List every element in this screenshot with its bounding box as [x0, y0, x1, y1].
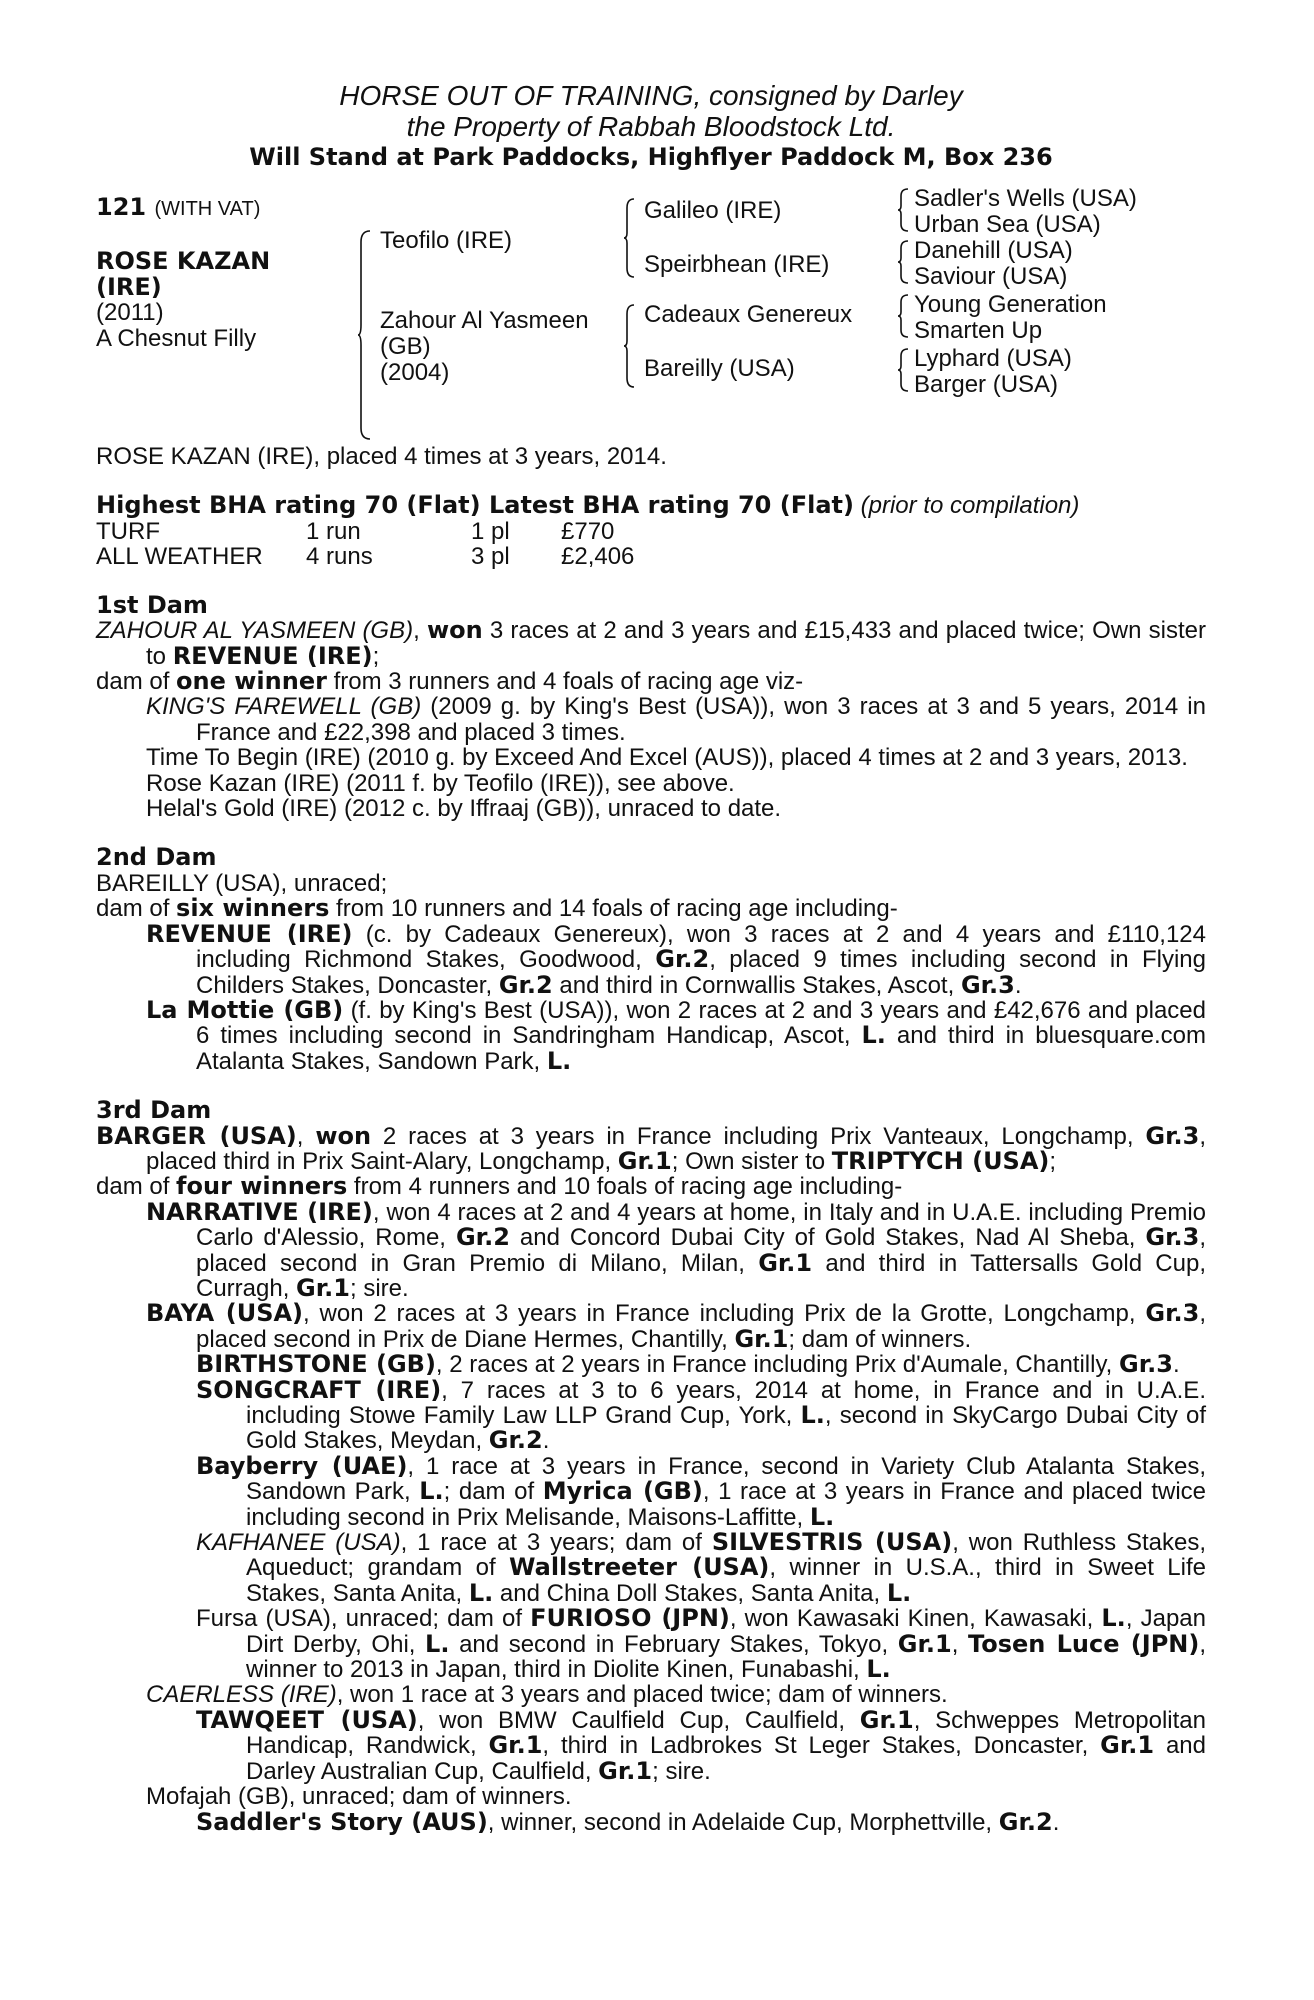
- text-run: , 1 race at 3 years in France and placed twice including second in Prix Melisande, Maisons-Laffitte,: [246, 1478, 1207, 1531]
- text-run: , second in SkyCargo Dubai City of Gold Stakes, Meydan,: [246, 1402, 1206, 1455]
- ancestor-8: Barger (USA): [914, 371, 1059, 398]
- record-runs: 1 run: [306, 517, 361, 545]
- bold-text: four winners: [176, 1172, 348, 1201]
- italic-text: CAERLESS (IRE): [146, 1681, 337, 1709]
- bold-text: six winners: [176, 894, 330, 923]
- text-run: , won 2 races at 3 years in France including Prix de la Grotte, Longchamp,: [303, 1300, 1146, 1328]
- ancestor-2: Urban Sea (USA): [914, 211, 1101, 238]
- text-run: , placed second in Prix de Diane Hermes, Chantilly,: [196, 1300, 1206, 1353]
- record-surface: TURF: [96, 517, 160, 545]
- ratings-note: (prior to compilation): [860, 492, 1080, 520]
- spacer: [96, 821, 1206, 845]
- text-run: , winner in U.S.A., third in Sweet Life Stakes, Santa Anita,: [246, 1554, 1206, 1607]
- progeny-entry: [96, 919, 1207, 999]
- text-run: (f. by King's Best (USA)), won 2 races at 2 and 3 years and £42,676 and placed 6 times including second in Sandringham Handicap, Ascot,: [196, 996, 1206, 1050]
- progeny-entry: [96, 796, 1206, 821]
- bold-text: L.: [1101, 1604, 1126, 1633]
- progeny-entry: [96, 745, 1206, 770]
- text-run: , winner, second in Adelaide Cup, Morphettville,: [487, 1808, 999, 1836]
- third-dam-heading: 3rd Dam: [96, 1096, 212, 1125]
- record-placed: 1 pl: [471, 517, 510, 545]
- progeny-entry: [96, 1352, 1206, 1377]
- text-run: .: [1014, 971, 1022, 999]
- text-run: from 4 runners and 10 foals of racing age including-: [347, 1173, 903, 1201]
- second-dam-progeny: [96, 919, 1207, 1075]
- dam-dam: Bareilly (USA): [644, 355, 795, 382]
- ancestor-6: Smarten Up: [914, 317, 1043, 344]
- text-run: ; sire.: [652, 1757, 711, 1785]
- bold-text: Gr.3: [1119, 1350, 1173, 1379]
- bold-text: Gr.1: [1100, 1731, 1155, 1760]
- vat-note: (WITH VAT): [154, 198, 261, 220]
- bold-text: L.: [546, 1046, 572, 1075]
- third-dam-produce-summary: [96, 1174, 1206, 1199]
- text-run: , 7 races at 3 to 6 years, 2014 at home, in France and in U.A.E. including Stowe Family Law LLP Grand Cup, York,: [246, 1376, 1206, 1429]
- first-dam-produce-summary: [96, 669, 1206, 694]
- text-run: ;: [372, 642, 380, 670]
- pedigree-bracket-6: [898, 294, 910, 338]
- pedigree-bracket-5: [898, 240, 910, 284]
- text-run: ; dam of: [443, 1478, 543, 1506]
- text-run: ;: [1049, 1147, 1057, 1175]
- ancestor-1: Sadler's Wells (USA): [914, 185, 1137, 212]
- record-runs: 4 runs: [306, 542, 373, 570]
- spacer: [96, 569, 1206, 593]
- text-run: , 1 race at 3 years in France, second in Variety Club Atalanta Stakes, Sandown Park,: [246, 1452, 1207, 1506]
- bold-text: Saddler's Story (AUS): [196, 1807, 488, 1836]
- bold-text: Gr.1: [488, 1731, 543, 1760]
- record-surface: ALL WEATHER: [96, 542, 263, 570]
- second-dam-produce-summary: [96, 896, 1206, 921]
- progeny-entry: [96, 694, 1206, 745]
- owner-line: the Property of Rabbah Bloodstock Ltd.: [406, 111, 896, 142]
- text-run: , won Kawasaki Kinen, Kawasaki,: [729, 1605, 1102, 1633]
- text-run: , placed 9 times including second in Flying Childers Stakes, Doncaster,: [196, 946, 1207, 999]
- bold-text: Gr.2: [655, 945, 710, 974]
- italic-text: KING'S FAREWELL (GB): [146, 693, 422, 721]
- bold-text: L.: [866, 1655, 891, 1684]
- progeny-entry: [96, 1451, 1207, 1531]
- bold-text: won: [315, 1121, 372, 1150]
- bold-text: Gr.1: [859, 1705, 914, 1734]
- text-run: and third in bluesquare.com Atalanta Stakes, Sandown Park,: [196, 1022, 1206, 1075]
- text-run: , placed second in Gran Premio di Milano, Milan,: [196, 1224, 1206, 1277]
- bold-text: Gr.1: [296, 1273, 350, 1302]
- race-summary: ROSE KAZAN (IRE), placed 4 times at 3 years, 2014.: [96, 443, 667, 470]
- bold-text: FURIOSO (JPN): [530, 1604, 730, 1633]
- text-run: (c. by Cadeaux Genereux), won 3 races at 2 and 4 years and £110,124 including Richmond Stakes, Goodwood,: [196, 920, 1206, 974]
- bold-text: Myrica (GB): [542, 1477, 703, 1506]
- bold-text: Tosen Luce (JPN): [968, 1629, 1200, 1658]
- progeny-entry: [96, 1606, 1206, 1682]
- bold-text: Gr.2: [488, 1426, 543, 1455]
- bold-text: Gr.3: [1145, 1299, 1200, 1328]
- text-run: and Darley Australian Cup, Caulfield,: [246, 1732, 1207, 1785]
- text-run: , won 4 races at 2 and 4 years at home, in Italy and in U.A.E. including Premio Carlo d'Alessio, Rome,: [196, 1198, 1206, 1252]
- progeny-entry: [96, 771, 1206, 796]
- text-run: , won 1 race at 3 years and placed twice; dam of winners.: [336, 1681, 948, 1709]
- record-prize: £770: [561, 517, 615, 545]
- text-run: and third in Cornwallis Stakes, Ascot,: [552, 971, 961, 999]
- bold-text: SONGCRAFT (IRE): [196, 1375, 442, 1404]
- bold-text: L.: [861, 1021, 886, 1050]
- catalogue-body: [96, 444, 1206, 1835]
- text-run: , placed third in Prix Saint-Alary, Longchamp,: [146, 1122, 1207, 1175]
- bold-text: SILVESTRIS (USA): [711, 1528, 953, 1557]
- ancestor-4: Saviour (USA): [914, 263, 1068, 290]
- bold-text: REVENUE (IRE): [146, 919, 353, 948]
- record-placed: 3 pl: [471, 542, 510, 570]
- bold-text: Gr.2: [998, 1807, 1053, 1836]
- bold-text: BAYA (USA): [146, 1299, 304, 1328]
- pedigree-bracket-2: [624, 198, 636, 278]
- bold-text: Gr.1: [758, 1248, 813, 1277]
- progeny-entry: [96, 1807, 1206, 1836]
- text-run: and third in Tattersalls Gold Cup, Curragh,: [196, 1249, 1206, 1302]
- text-run: Rose Kazan (IRE) (2011 f. by Teofilo (IRE)), see above.: [146, 769, 735, 797]
- bold-text: Gr.2: [498, 970, 553, 999]
- race-record-table: [96, 519, 1206, 569]
- spacer: [96, 469, 1206, 493]
- pedigree-bracket-4: [898, 188, 910, 232]
- catalogue-page: [96, 80, 1206, 1835]
- first-dam-progeny: [96, 694, 1206, 821]
- text-run: ; sire.: [349, 1274, 409, 1302]
- text-run: .: [1052, 1808, 1060, 1836]
- ancestor-3: Danehill (USA): [914, 237, 1073, 264]
- progeny-entry: [96, 1784, 1206, 1809]
- text-run: ,: [951, 1630, 969, 1658]
- ratings-text: Highest BHA rating 70 (Flat) Latest BHA rating 70 (Flat): [96, 491, 854, 520]
- dam: Zahour Al Yasmeen: [380, 307, 589, 334]
- pedigree-bracket-3: [624, 304, 636, 388]
- consignor-line: HORSE OUT OF TRAINING, consigned by Darley: [339, 80, 963, 111]
- horse-name-country: (IRE): [96, 273, 162, 301]
- bold-text: L.: [425, 1629, 450, 1658]
- bold-text: Gr.3: [960, 970, 1015, 999]
- third-dam-record: [96, 1121, 1207, 1175]
- bold-text: Gr.1: [598, 1756, 653, 1785]
- bold-text: won: [426, 616, 483, 645]
- progeny-entry: [96, 1197, 1206, 1302]
- horse-description: A Chesnut Filly: [96, 325, 257, 352]
- progeny-entry: [96, 995, 1206, 1075]
- bold-text: Gr.1: [617, 1146, 672, 1175]
- stabling-line: Will Stand at Park Paddocks, Highflyer Paddock M, Box 236: [249, 143, 1053, 171]
- progeny-entry: [96, 1705, 1207, 1785]
- text-run: , Schweppes Metropolitan Handicap, Randwick,: [246, 1706, 1206, 1760]
- bold-text: La Mottie (GB): [146, 995, 344, 1024]
- third-dam-progeny: [96, 1197, 1207, 1836]
- second-dam-heading: 2nd Dam: [96, 843, 217, 872]
- horse-name: ROSE KAZAN: [96, 247, 271, 275]
- text-run: ,: [296, 1122, 316, 1150]
- text-run: , won Ruthless Stakes, Aqueduct; grandam of: [246, 1529, 1206, 1582]
- bold-text: Gr.3: [1145, 1223, 1200, 1252]
- first-dam-heading: 1st Dam: [96, 590, 208, 619]
- bold-text: TAWQEET (USA): [196, 1705, 418, 1734]
- bold-text: BARGER (USA): [96, 1121, 297, 1150]
- bold-text: Wallstreeter (USA): [509, 1553, 770, 1582]
- sire: Teofilo (IRE): [380, 227, 513, 254]
- text-run: ; dam of winners.: [788, 1325, 972, 1353]
- text-run: 3 races at 2 and 3 years and £15,433 and placed twice; Own sister to: [146, 617, 1206, 670]
- text-run: BAREILLY (USA), unraced;: [96, 869, 388, 897]
- progeny-entry: [96, 1530, 1206, 1606]
- text-run: ,: [413, 617, 427, 645]
- text-run: (2009 g. by King's Best (USA)), won 3 races at 3 and 5 years, 2014 in France and £22,398 and placed 3 times.: [196, 693, 1206, 746]
- bold-text: REVENUE (IRE): [172, 641, 373, 670]
- dam-sire: Cadeaux Genereux: [644, 301, 853, 328]
- dam-country: (GB): [380, 333, 431, 360]
- italic-text: KAFHANEE (USA): [196, 1529, 401, 1557]
- bold-text: L.: [468, 1578, 494, 1607]
- text-run: , third in Ladbrokes St Leger Stakes, Doncaster,: [542, 1732, 1101, 1760]
- text-run: and second in February Stakes, Tokyo,: [449, 1630, 898, 1658]
- progeny-entry: [96, 1682, 1206, 1707]
- bold-text: L.: [886, 1578, 912, 1607]
- text-run: dam of: [96, 668, 177, 696]
- text-run: dam of: [96, 1173, 177, 1201]
- bold-text: Gr.2: [455, 1223, 510, 1252]
- text-run: Time To Begin (IRE) (2010 g. by Exceed And Excel (AUS)), placed 4 times at 2 and 3 years, 2013.: [146, 744, 1188, 772]
- text-run: , Japan Dirt Derby, Ohi,: [246, 1605, 1207, 1658]
- bold-text: NARRATIVE (IRE): [146, 1197, 373, 1226]
- text-run: .: [542, 1427, 550, 1455]
- text-run: and Concord Dubai City of Gold Stakes, Nad Al Sheba,: [509, 1224, 1146, 1252]
- italic-text: ZAHOUR AL YASMEEN (GB): [96, 617, 414, 645]
- pedigree-bracket-1: [358, 230, 372, 440]
- bold-text: BIRTHSTONE (GB): [196, 1350, 436, 1379]
- foaling-year: (2011): [96, 299, 164, 326]
- ancestor-7: Lyphard (USA): [914, 345, 1072, 372]
- text-run: .: [1172, 1351, 1180, 1379]
- text-run: Fursa (USA), unraced; dam of: [196, 1605, 531, 1633]
- bold-text: L.: [800, 1401, 825, 1429]
- lot-number: [96, 194, 260, 222]
- text-run: , winner to 2013 in Japan, third in Diolite Kinen, Funabashi,: [246, 1630, 1207, 1684]
- bold-text: Gr.1: [897, 1629, 952, 1658]
- text-run: and China Doll Stakes, Santa Anita,: [493, 1579, 887, 1607]
- pedigree-bracket-7: [898, 348, 910, 392]
- progeny-entry: [96, 1375, 1206, 1455]
- text-run: ; Own sister to: [671, 1147, 832, 1175]
- progeny-entry: [96, 1301, 1206, 1352]
- spacer: [96, 1074, 1206, 1098]
- pedigree-block: [96, 185, 1206, 444]
- sire-dam: Speirbhean (IRE): [644, 251, 830, 278]
- bold-text: one winner: [176, 667, 327, 696]
- text-run: 2 races at 3 years in France including Prix Vanteaux, Longchamp,: [371, 1122, 1146, 1150]
- lot-number-value: 121: [96, 193, 147, 221]
- ancestor-5: Young Generation: [914, 291, 1107, 318]
- text-run: Helal's Gold (IRE) (2012 c. by Iffraaj (GB)), unraced to date.: [146, 795, 782, 823]
- dam-year: (2004): [380, 359, 450, 386]
- second-dam-record: [96, 871, 1206, 896]
- text-run: from 10 runners and 14 foals of racing age including-: [329, 895, 898, 923]
- first-dam-record: [96, 618, 1206, 669]
- bold-text: TRIPTYCH (USA): [831, 1146, 1050, 1175]
- bha-ratings: [96, 493, 1206, 518]
- text-run: from 3 runners and 4 foals of racing age viz-: [326, 668, 804, 696]
- text-run: , 1 race at 3 years; dam of: [400, 1529, 712, 1557]
- text-run: Mofajah (GB), unraced; dam of winners.: [146, 1783, 572, 1811]
- text-run: dam of: [96, 895, 177, 923]
- sire-sire: Galileo (IRE): [644, 197, 782, 224]
- record-prize: £2,406: [561, 542, 635, 570]
- bold-text: Bayberry (UAE): [196, 1451, 408, 1480]
- bold-text: Gr.1: [734, 1324, 789, 1353]
- bold-text: L.: [419, 1477, 444, 1506]
- text-run: , won BMW Caulfield Cup, Caulfield,: [417, 1706, 860, 1734]
- text-run: , 2 races at 2 years in France including Prix d'Aumale, Chantilly,: [435, 1351, 1120, 1379]
- bold-text: L.: [809, 1502, 835, 1531]
- bold-text: Gr.3: [1145, 1121, 1200, 1150]
